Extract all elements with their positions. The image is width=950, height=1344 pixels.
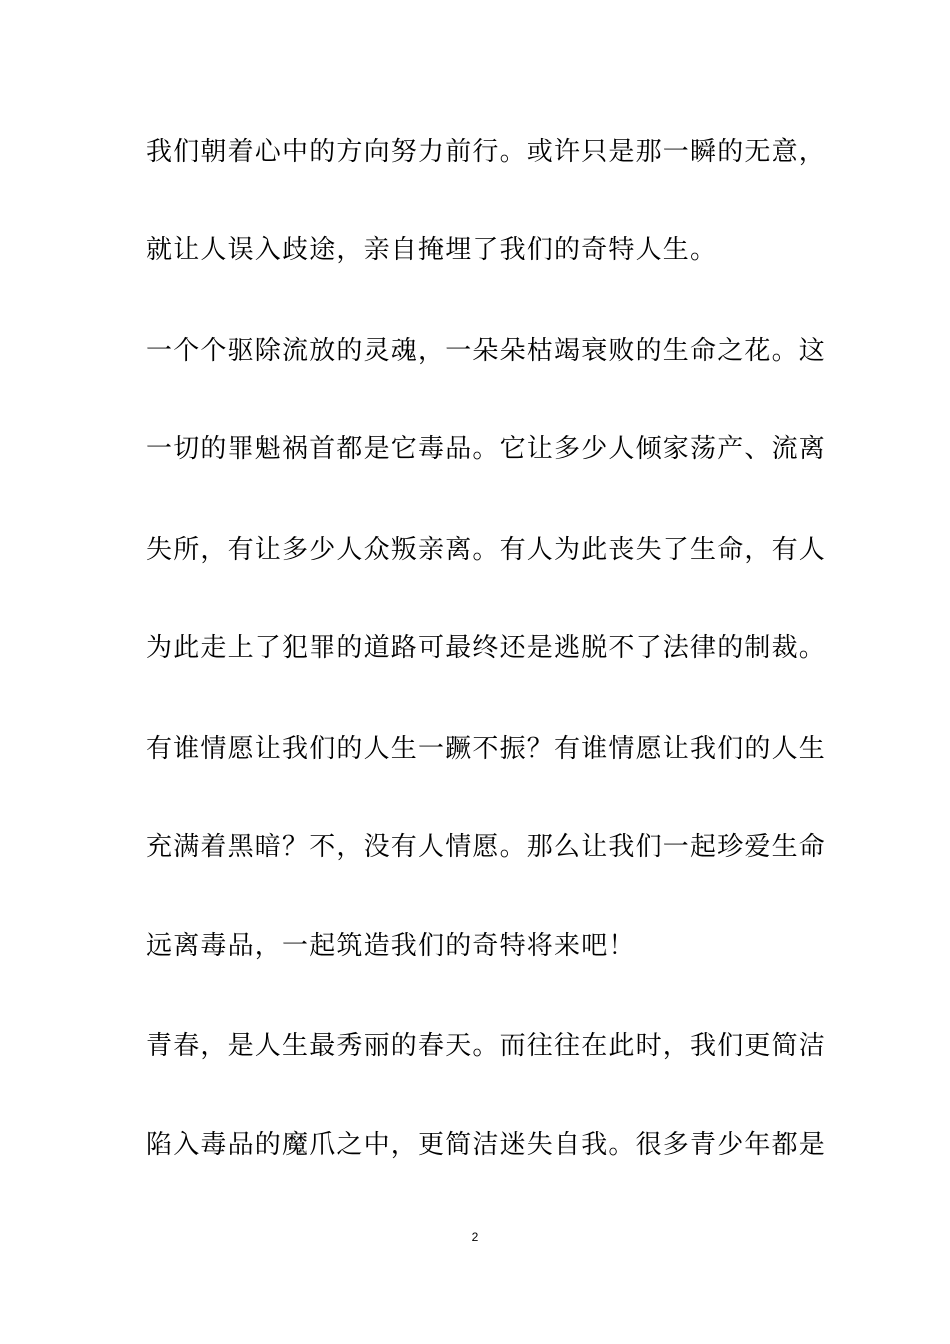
page-number: 2 (471, 1230, 479, 1244)
text-line: 就让人误入歧途，亲自掩埋了我们的奇特人生。 (146, 235, 718, 265)
text-line: 充满着黑暗？不，没有人情愿。那么让我们一起珍爱生命 (146, 832, 827, 862)
text-line: 远离毒品，一起筑造我们的奇特将来吧！ (146, 931, 636, 961)
text-line: 为此走上了犯罪的道路可最终还是逃脱不了法律的制裁。 (146, 633, 827, 663)
text-line: 有谁情愿让我们的人生一蹶不振？有谁情愿让我们的人生 (146, 734, 827, 764)
text-line: 一个个驱除流放的灵魂，一朵朵枯竭衰败的生命之花。这 (146, 336, 827, 366)
text-line: 失所，有让多少人众叛亲离。有人为此丧失了生命，有人 (146, 535, 827, 565)
text-line: 一切的罪魁祸首都是它毒品。它让多少人倾家荡产、流离 (146, 434, 827, 464)
text-line: 青春，是人生最秀丽的春天。而往往在此时，我们更简洁 (146, 1031, 827, 1061)
text-line: 我们朝着心中的方向努力前行。或许只是那一瞬的无意， (146, 137, 827, 167)
text-line: 陷入毒品的魔爪之中，更简洁迷失自我。很多青少年都是 (146, 1130, 827, 1160)
